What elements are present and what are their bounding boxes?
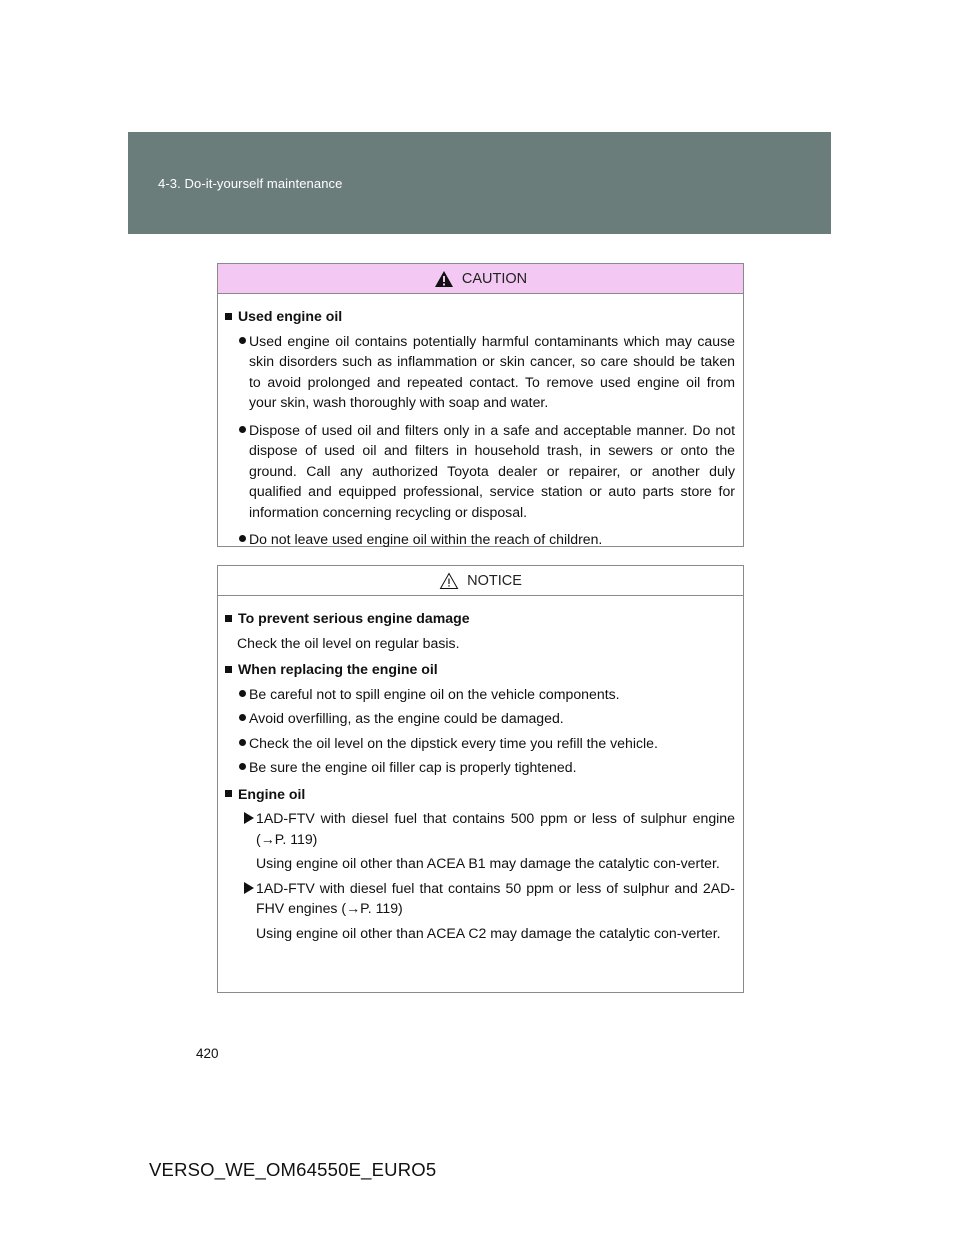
- square-bullet-icon: [225, 615, 232, 622]
- notice-heading: NOTICE: [467, 572, 522, 589]
- engine-condition: 1AD-FTV with diesel fuel that contains 50 ppm or less of sulphur and 2AD-FHV engines (→P. 119): [225, 878, 735, 919]
- document-code: VERSO_WE_OM64550E_EURO5: [149, 1159, 437, 1180]
- notice-bullet: Be careful not to spill engine oil on the vehicle components.: [225, 684, 735, 705]
- page-number: 420: [196, 1046, 219, 1061]
- notice-bullet: Check the oil level on the dipstick every time you refill the vehicle.: [225, 733, 735, 754]
- round-bullet-icon: [239, 739, 246, 746]
- caution-bullet: Used engine oil contains potentially harmful contaminants which may cause skin disorders such as inflammation or skin cancer, so care should be taken to avoid prolonged and repeated contact. To remove used engine oil from your skin, wash thoroughly with soap and water.: [225, 331, 735, 413]
- notice-bullet: Be sure the engine oil filler cap is properly tightened.: [225, 757, 735, 778]
- section-header-band: [128, 132, 831, 234]
- notice-text: Check the oil level on regular basis.: [237, 634, 460, 651]
- section-title: 4-3. Do-it-yourself maintenance: [158, 176, 343, 191]
- caution-bullet: Do not leave used engine oil within the reach of children.: [225, 529, 735, 550]
- round-bullet-icon: [239, 690, 246, 697]
- caution-box: [217, 263, 744, 547]
- engine-note: Using engine oil other than ACEA B1 may damage the catalytic con-verter.: [256, 855, 720, 871]
- warning-outline-icon: [439, 572, 459, 590]
- square-bullet-icon: [225, 313, 232, 320]
- square-bullet-icon: [225, 666, 232, 673]
- warning-filled-icon: [434, 270, 454, 288]
- engine-note: Using engine oil other than ACEA C2 may damage the catalytic con-verter.: [256, 924, 721, 941]
- round-bullet-icon: [239, 763, 246, 770]
- caution-header: [218, 264, 743, 294]
- notice-section-title: When replacing the engine oil: [225, 659, 735, 680]
- caution-bullet: Dispose of used oil and filters only in a safe and acceptable manner. Do not dispose of used oil and filters in household trash, in sewers or onto the ground. Call any authorized Toyota dealer or repairer, or another duly qualified and equipped professional, service station or auto parts store for information concerning recycling or disposal.: [225, 420, 735, 523]
- triangle-arrow-icon: [244, 812, 254, 824]
- round-bullet-icon: [239, 337, 246, 344]
- round-bullet-icon: [239, 535, 246, 542]
- square-bullet-icon: [225, 790, 232, 797]
- notice-header: [218, 566, 743, 596]
- notice-section-title: To prevent serious engine damage: [225, 608, 735, 629]
- round-bullet-icon: [239, 426, 246, 433]
- engine-condition: 1AD-FTV with diesel fuel that contains 500 ppm or less of sulphur engine (→P. 119): [225, 808, 735, 849]
- caution-section-title: Used engine oil: [225, 306, 735, 327]
- notice-section-title: Engine oil: [225, 784, 735, 805]
- notice-bullet: Avoid overfilling, as the engine could be damaged.: [225, 708, 735, 729]
- caution-heading: CAUTION: [461, 270, 528, 287]
- notice-box: [217, 565, 744, 993]
- triangle-arrow-icon: [244, 882, 254, 894]
- round-bullet-icon: [239, 714, 246, 721]
